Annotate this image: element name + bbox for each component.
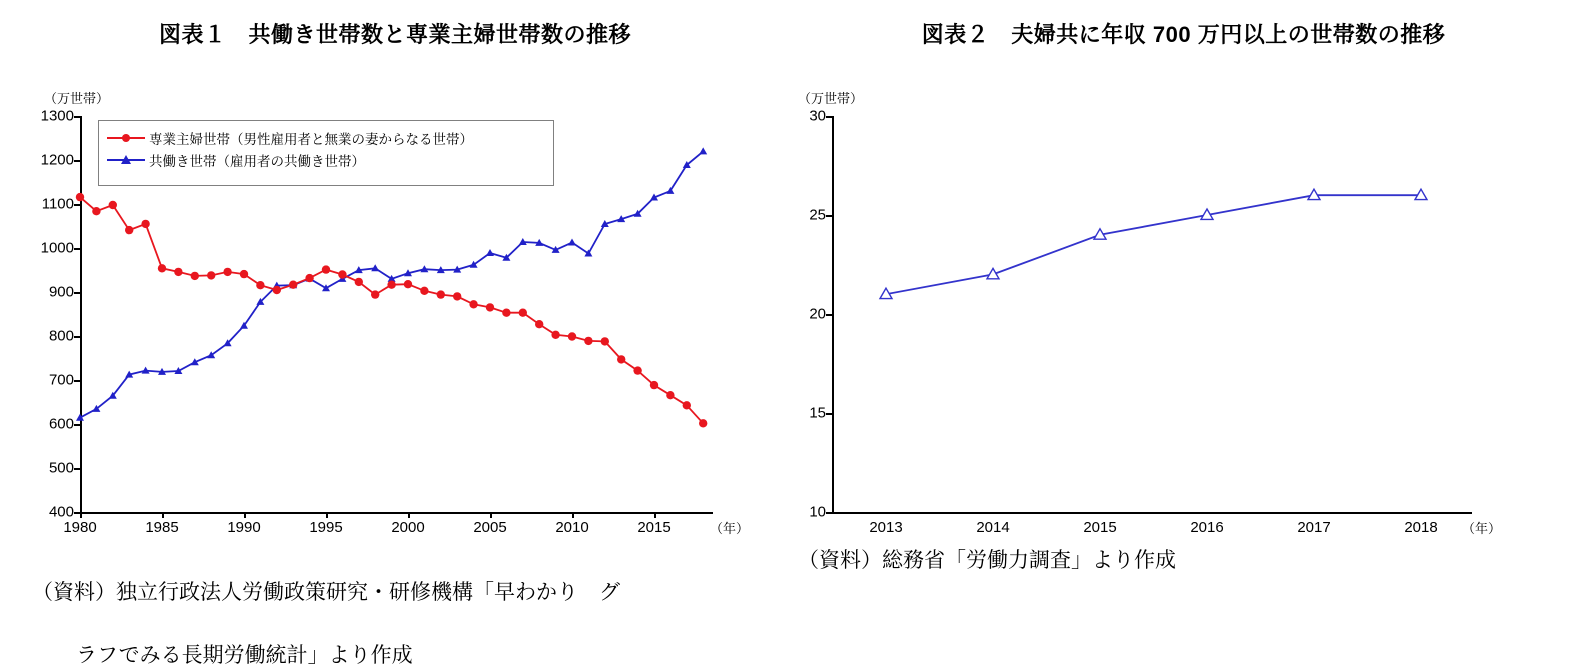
- figure-1-xtick: 1980: [63, 519, 97, 536]
- figure-1-xtick: 1990: [227, 519, 261, 536]
- figure-1-xtick: 2015: [637, 519, 671, 536]
- figure-1-title-prefix: 図表１: [158, 22, 227, 47]
- figure-1-xtick: 2000: [391, 519, 425, 536]
- figure-1-ytick: 900: [48, 283, 74, 301]
- figure-2-ytick: 10: [809, 503, 826, 521]
- figure-1-red-markers: [76, 193, 708, 428]
- figure-1-plot: [0, 0, 790, 560]
- figure-2-series-svg: [790, 0, 1577, 560]
- figure-1-series-svg: [0, 0, 790, 560]
- figure-2-markers: [880, 189, 1427, 298]
- figure-1-source-line2: ラフでみる長期労働統計」より作成: [76, 643, 413, 667]
- figure-1-xtick: 1985: [145, 519, 179, 536]
- figure-1-source-line1: （資料）独立行政法人労働政策研究・研修機構「早わかり グ: [32, 580, 620, 604]
- figure-1-xtick: 2010: [555, 519, 589, 536]
- figure-2-plot: [790, 0, 1577, 560]
- figure-1-ytick: 1000: [40, 239, 74, 257]
- figure-1-ytick: 500: [48, 459, 74, 477]
- figure-1-ytick: 700: [48, 371, 74, 389]
- figure-2-xtick: 2017: [1297, 519, 1331, 536]
- legend-item-dual-income: [107, 149, 545, 171]
- figure-2-panel: [790, 0, 1577, 658]
- legend-label: 専業主婦世帯（男性雇用者と無業の妻からなる世帯）: [149, 132, 473, 147]
- figure-2-title-prefix: 図表２: [921, 22, 990, 47]
- figure-2-ytick: 25: [809, 206, 826, 224]
- legend-item-housewife: [107, 127, 545, 149]
- figure-1-panel: [0, 0, 790, 667]
- figure-2-title-text: 夫婦共に年収 700 万円以上の世帯数の推移: [1011, 22, 1446, 47]
- figure-1-ytick: 1100: [41, 195, 74, 213]
- figure-2-source: （資料）総務省「労働力調査」より作成: [798, 549, 1176, 572]
- figure-2-ytick: 15: [809, 404, 826, 422]
- figure-1-ytick: 800: [48, 327, 74, 345]
- figure-1-legend: [98, 120, 554, 186]
- figure-2-xtick: 2013: [869, 519, 903, 536]
- figure-1-ytick: 1200: [40, 151, 74, 169]
- legend-label: 共働き世帯（雇用者の共働き世帯）: [149, 154, 365, 169]
- figure-1-ytick: 400: [48, 503, 74, 521]
- figure-1-source: [32, 545, 772, 671]
- figure-2-y-unit: （万世帯）: [798, 91, 864, 106]
- figure-1-ytick: 1300: [40, 107, 74, 125]
- figure-1-title-text: 共働き世帯数と専業主婦世帯数の推移: [248, 22, 632, 47]
- figure-1-ytick: 600: [48, 415, 74, 433]
- figure-2-xtick: 2015: [1083, 519, 1117, 536]
- figure-1-xtick: 2005: [473, 519, 507, 536]
- figure-2-xtick: 2018: [1404, 519, 1438, 536]
- figure-1-y-unit: （万世帯）: [44, 91, 110, 106]
- figure-2-ytick: 30: [809, 107, 826, 125]
- legend-triangle-marker-icon: [107, 153, 145, 167]
- figure-1-x-unit: （年）: [710, 521, 750, 536]
- legend-circle-marker-icon: [107, 131, 145, 145]
- figure-2-x-unit: （年）: [1462, 521, 1502, 536]
- figure-2-xtick: 2016: [1190, 519, 1224, 536]
- figure-1-xtick: 1995: [309, 519, 343, 536]
- figure-2-xtick: 2014: [976, 519, 1010, 536]
- figure-2-ytick: 20: [809, 305, 826, 323]
